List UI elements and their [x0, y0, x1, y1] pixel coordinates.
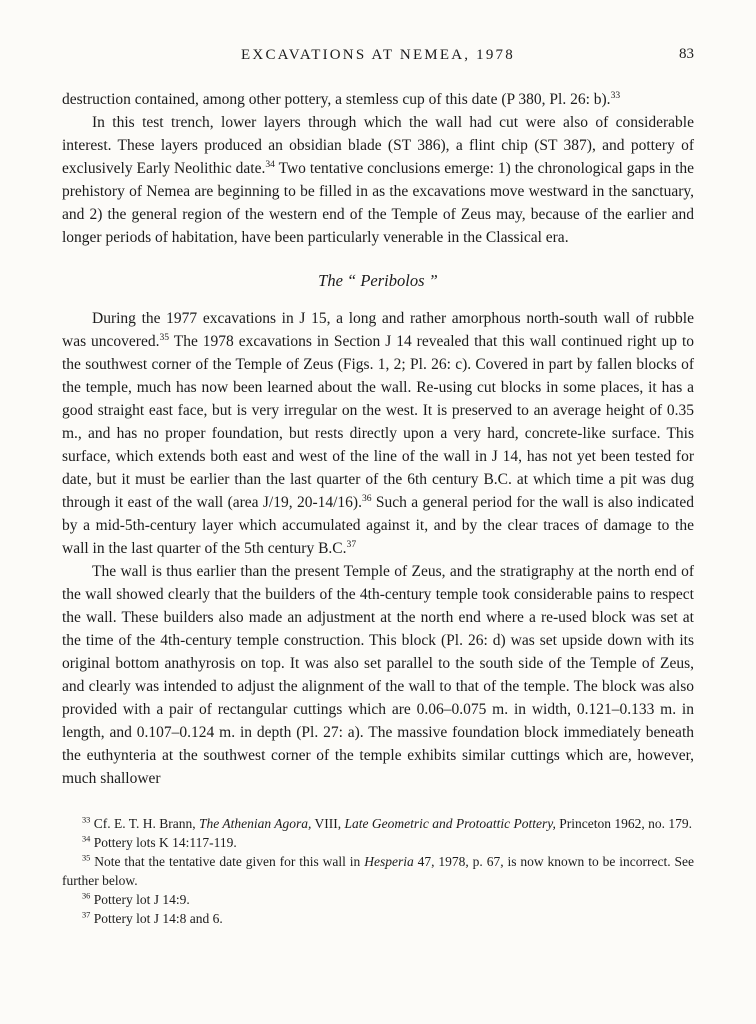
paragraph [62, 111, 694, 249]
text-run: In this test trench, lower layers through which the wall had cut were also of considerable interest. These layers produced an obsidian blade (ST 386), a flint chip (ST 387), and pottery of exclusively Early Neolithic date. [62, 114, 694, 177]
text-run: Two tentative conclusions emerge: 1) the chronological gaps in the prehistory of Nemea are beginning to be filled in as the excavations move westward in the sanctuary, and 2) the general region of the western end of the Temple of Zeus may, because of the earlier and longer periods of habitation, have been particularly venerable in the Classical era. [62, 160, 694, 246]
text-run: Note that the tentative date given for this wall in [90, 854, 365, 869]
text-run: During the 1977 excavations in J 15, a long and rather amorphous north-south wall of rubble was uncovered. [62, 310, 694, 350]
footnote-marker: 34 [265, 158, 275, 170]
page-header [62, 46, 694, 64]
text-run: Such a general period for the wall is also indicated by a mid-5th-century layer which accumulated against it, and by the clear traces of damage to the wall in the last quarter of the 5th century B.C. [62, 494, 694, 557]
section-heading: The “ Peribolos ” [318, 271, 438, 290]
footnote [62, 909, 694, 928]
footnote-marker: 35 [82, 853, 91, 863]
footnotes-section [62, 814, 694, 928]
paragraph [62, 307, 694, 560]
text-run: Princeton 1962, no. 179. [555, 816, 692, 831]
footnote-marker: 37 [346, 538, 357, 550]
text-run: Late Geometric and Protoattic Pottery, [344, 816, 556, 831]
running-head-title: EXCAVATIONS AT NEMEA, 1978 [241, 47, 515, 63]
text-run: Pottery lot J 14:8 and 6. [90, 911, 223, 926]
document-body [62, 88, 694, 790]
footnote-marker: 35 [159, 331, 170, 343]
footnote-marker: 33 [82, 815, 91, 825]
text-run: VIII, [311, 816, 345, 831]
footnote-marker: 33 [610, 89, 621, 101]
footnote-marker: 37 [82, 910, 91, 920]
footnote [62, 814, 694, 833]
text-run: destruction contained, among other pottery, a stemless cup of this date (P 380, Pl. 26: b). [62, 91, 611, 108]
text-run: Cf. E. T. H. Brann, [90, 816, 199, 831]
text-run: The wall is thus earlier than the present Temple of Zeus, and the stratigraphy at the north end of the wall showed clearly that the builders of the 4th-century temple took considerable pains to respect the wall. These builders also made an adjustment at the north end where a re-used block was set at the time of the 4th-century temple construction. This block (Pl. 26: d) was set upside down with its original bottom anathyrosis on top. It was also set parallel to the south side of the Temple of Zeus, and clearly was intended to adjust the alignment of the wall to that of the temple. The block was also provided with a pair of rectangular cuttings which are 0.06–0.075 m. in width, 0.121–0.133 m. in length, and 0.107–0.124 m. in depth (Pl. 27: a). The massive foundation block immediately beneath the euthynteria at the southwest corner of the temple exhibits similar cuttings which are, however, much shallower [62, 563, 694, 787]
footnote-marker: 36 [82, 891, 91, 901]
footnote-marker: 34 [82, 834, 91, 844]
page-number: 83 [679, 46, 694, 62]
text-run: 47, 1978, p. 67, is now known to be incorrect. See further below. [62, 854, 694, 888]
text-run: Pottery lot J 14:9. [90, 892, 190, 907]
paragraph [62, 560, 694, 790]
text-run: Pottery lots K 14:117-119. [90, 835, 237, 850]
footnote [62, 852, 694, 890]
footnote [62, 890, 694, 909]
text-run: The Athenian Agora, [198, 816, 312, 831]
text-run: Hesperia [364, 854, 414, 869]
footnote-marker: 36 [361, 492, 372, 504]
paragraph [62, 88, 694, 111]
text-run: The 1978 excavations in Section J 14 revealed that this wall continued right up to the southwest corner of the Temple of Zeus (Figs. 1, 2; Pl. 26: c). Covered in part by fallen blocks of the temple, much has now been learned about the wall. Re-using cut blocks in some places, it has a good straight east face, but is very irregular on the west. It is preserved to an average height of 0.35 m., and has no proper foundation, but rests directly upon a very hard, concrete-like surface. This surface, which extends both east and west of the line of the wall in J 14, has not yet been tested for date, but it must be earlier than the last quarter of the 6th century B.C. at which time a pit was dug through it east of the wall (area J/19, 20-14/16). [62, 333, 695, 511]
footnote [62, 833, 694, 852]
